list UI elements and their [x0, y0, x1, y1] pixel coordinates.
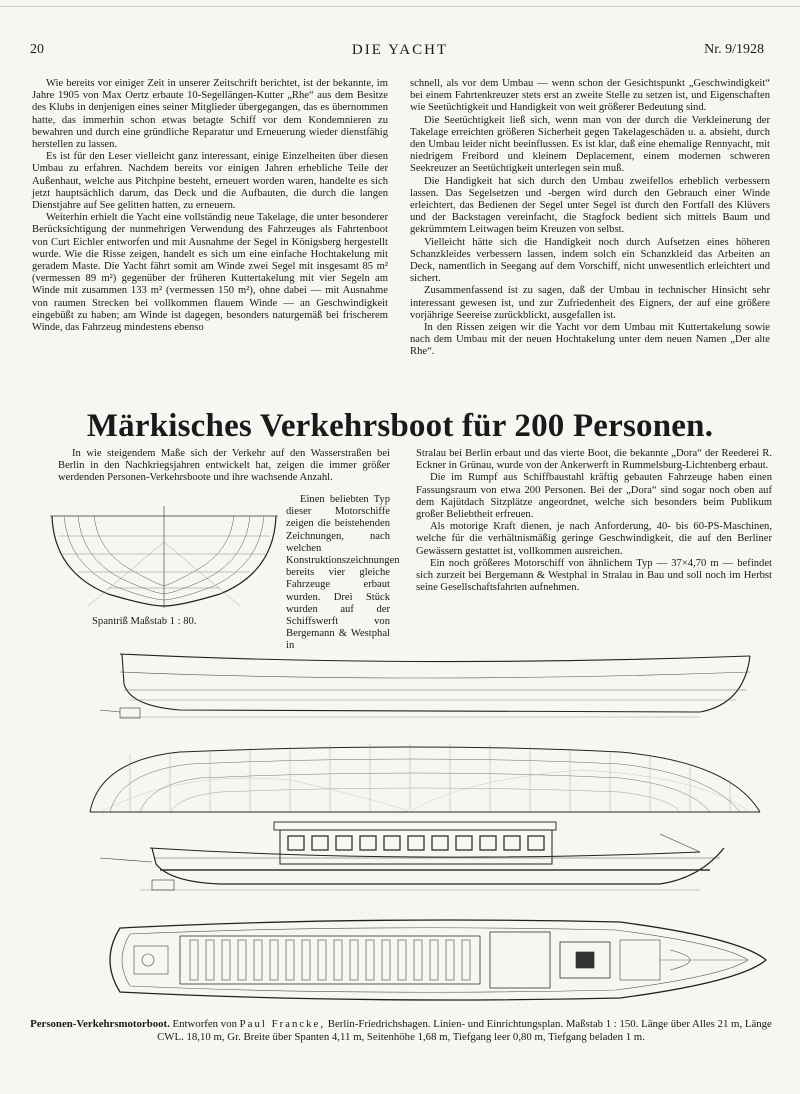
paragraph: Wie bereits vor einiger Zeit in unserer Zeitschrift berichtet, ist der bekannte, im Jahre 1905 von Max Oertz erbaute 10-Segellängen-Kutter „Rhe“ aus dem Besitze des Klubs in denjenigen eines seiner Mitglieder übergegangen, das es übernommen hatte, das immerhin schon etwas betagte Schiff vor dem Kondemnieren zu bewahren und durch eine gründliche Reparatur und Erneuerung wieder dienstfähig herstellen zu lassen.	[32, 78, 388, 151]
paragraph: Die im Rumpf aus Schiffbaustahl kräftig gebauten Fahrzeuge haben einen Fassungsraum von etwa 200 Personen. Bei der „Dora“ sind sogar noch oben auf dem Kajütdach Sitzplätze angeordnet, welche sich besonders beim Publikum großer Beliebtheit erfreuen.	[416, 472, 772, 521]
paragraph: Als motorige Kraft dienen, je nach Anforderung, 40- bis 60-PS-Maschinen, welche für die verhältnismäßig geringe Geschwindigkeit, die auf den Berliner Gewässern gestattet ist, vollkommen ausreichen.	[416, 521, 772, 557]
article1-right-column	[410, 78, 770, 359]
paragraph: Die Seetüchtigkeit ließ sich, wenn man von der durch die Verkleinerung der Takelage erreichten größeren Sicherheit gegen Takelageschäden u. a. absieht, durch den Umbau leider nicht beeinflussen. Es ist klar, daß eine ehemalige Rennyacht, mit niedrigem Freibord und kleinem Deplacement, einem modernen schweren Seekreuzer an Seetüchtigkeit unterlegen sein muß.	[410, 114, 770, 175]
article2-beside-figure	[286, 494, 400, 653]
paragraph: Weiterhin erhielt die Yacht eine vollständig neue Takelage, die unter besonderer Berücksichtigung der nunmehrigen Verwendung des Fahrzeuges als Fahrtenboot von Curt Eichler entworfen und mit Ausnahme der Segel in Königsberg hergestellt wurde. Wie die Risse zeigen, handelt es sich um eine einfache Hochtakelung mit geradem Maste. Die Yacht fährt somit am Winde zwei Segel mit insgesamt 85 m² (vermessen 89 m²) gegenüber der früheren Kuttertakelung mit vier Segeln am Winde mit zusammen 133 m² (vermessen 150 m²), ohne dabei — mit Ausnahme von raumen Strecken bei vollkommen flauem Winde — an Geschwindigkeit eingebüßt zu haben; am Winde ist dagegen, besonders naturgemäß bei frischerem Winde, das Fahrzeug mindestens ebenso	[32, 212, 388, 334]
paragraph: Einen beliebten Typ dieser Motorschiffe zeigen die beistehenden Zeichnungen, nach welchen Konstruktionszeichnungen bereits vier gleiche Fahrzeuge erbaut wurden. Drei Stück wurden auf der Schiffswerft von Bergemann & Westphal in	[286, 494, 400, 652]
body-plan-caption: Spantriß Maßstab 1 : 80.	[92, 616, 197, 627]
paragraph: Es ist für den Leser vielleicht ganz interessant, einige Einzelheiten über diesen Umbau zu erfahren. Nachdem bereits vor einigen Jahren erhebliche Teile der Außenhaut, welche aus Pitchpine besteht, erneuert worden waren, handelte es sich jetzt hauptsächlich darum, das Deck und die Aufbauten, die durch die langen Dienstjahre auf See gelitten hatten, zu erneuern.	[32, 151, 388, 212]
paragraph: Vielleicht hätte sich die Handigkeit noch durch Aufsetzen eines höheren Schanzkleides verbessern lassen, indem solch ein Schanzkleid das Arbeiten an Deck, namentlich in Seegang auf dem Vorschiff, nicht unwesentlich erleichtert und sichert.	[410, 236, 770, 285]
issue-number: Nr. 9/1928	[704, 42, 764, 57]
top-rule	[0, 6, 800, 7]
caption-title: Personen-Verkehrsmotorboot.	[30, 1018, 170, 1030]
paragraph: schnell, als vor dem Umbau — wenn schon der Gesichtspunkt „Geschwindigkeit“ bei einem Fahrtenkreuzer stets erst an zweite Stelle zu setzen ist, und Eigenschaften wie Seetüchtigkeit und Handigkeit von weit größerer Bedeutung sind.	[410, 78, 770, 114]
figure-caption	[30, 1018, 772, 1044]
article2-headline: Märkisches Verkehrsboot für 200 Personen.	[86, 408, 714, 444]
caption-designer-name: Paul Francke,	[239, 1018, 326, 1030]
profile-drawing	[60, 818, 772, 904]
article2-intro	[58, 448, 390, 485]
lines-plan-drawing	[60, 740, 772, 822]
caption-details: Berlin-Friedrichshagen. Linien- und Einrichtungsplan. Maßstab 1 : 150. Länge über Alles 21 m, Länge CWL. 18,10 m, Gr. Breite über Spanten 4,11 m, Seitenhöhe 1,68 m, Tiefgang leer 0,80 m, Tiefgang beladen 1 m.	[157, 1018, 772, 1043]
magazine-title: DIE YACHT	[351, 42, 449, 58]
paragraph: Stralau bei Berlin erbaut und das vierte Boot, die bekannte „Dora“ der Reederei R. Eckner in Grünau, wurde von der Ankerwerft in Rummelsburg-Lichtenberg erbaut.	[416, 448, 772, 472]
article1-left-column	[32, 78, 388, 334]
article2-right-column	[416, 448, 772, 594]
paragraph: Die Handigkeit hat sich durch den Umbau zweifellos erheblich verbessern lassen. Das Segelsetzen und -bergen wird durch den Gebrauch einer Winde erleichtert, das Bedienen der Segel unter Segel ist durch den Fortfall des Klüvers und der Backstagen vereinfacht, die Stagfock bedient sich mittels Baum und gekrümmtem Leitwagen beim Kreuzen von selbst.	[410, 175, 770, 236]
paragraph: In den Rissen zeigen wir die Yacht vor dem Umbau mit Kuttertakelung sowie nach dem Umbau mit der neuen Hochtakelung unter dem neuen Namen „Der alte Rhe“.	[410, 322, 770, 358]
page-number: 20	[30, 42, 44, 57]
paragraph: Zusammenfassend ist zu sagen, daß der Umbau in technischer Hinsicht sehr interessant gewesen ist, und zur Zufriedenheit des Eigners, der auf eine größere vorjährige Seereise zurückblickt, ausgefallen ist.	[410, 285, 770, 321]
paragraph: In wie steigendem Maße sich der Verkehr auf den Wasserstraßen bei Berlin in den Nachkriegsjahren entwickelt hat, zeigen die immer größer werdenden Personen-Verkehrsboote und ihre wachsende Anzahl.	[58, 448, 390, 484]
body-plan-drawing	[48, 502, 280, 612]
sheer-plan-drawing	[60, 650, 772, 722]
caption-designer-prefix: Entworfen von	[172, 1018, 237, 1030]
arrangement-plan-drawing	[60, 910, 772, 1010]
paragraph: Ein noch größeres Motorschiff von ähnlichem Typ — 37×4,70 m — befindet sich zurzeit bei Bergemann & Westphal in Stralau in Bau und soll noch im Herbst seine Gesellschaftsfahrten aufnehmen.	[416, 557, 772, 594]
